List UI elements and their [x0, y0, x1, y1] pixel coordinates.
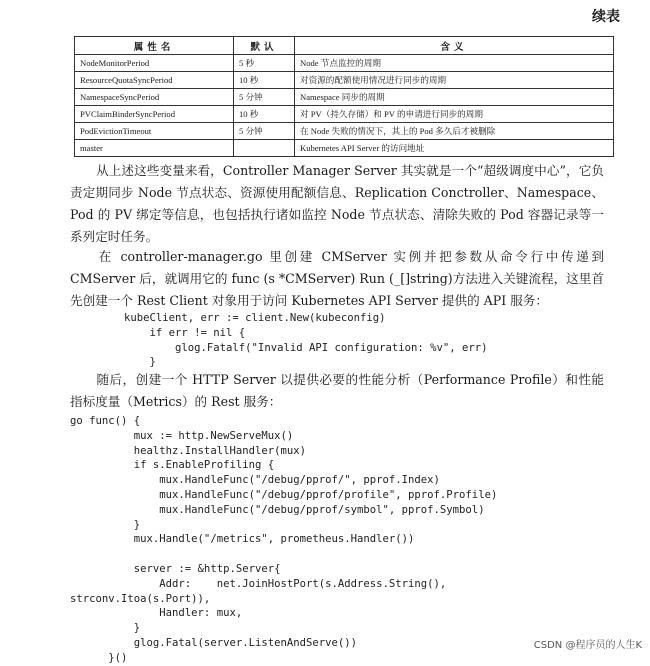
- table-cell: 10 秒: [234, 72, 295, 89]
- table-row: [75, 55, 614, 72]
- table-cell: Kubernetes API Server 的访问地址: [295, 140, 614, 157]
- table-row: [75, 106, 614, 123]
- table-cell: 10 秒: [234, 106, 295, 123]
- table-row: [75, 140, 614, 157]
- table-cell: NamespaceSyncPeriod: [75, 89, 234, 106]
- table-cell: Namespace 同步的周期: [295, 89, 614, 106]
- table-cell: 5 秒: [234, 55, 295, 72]
- table-cell: PVClaimBinderSyncPeriod: [75, 106, 234, 123]
- paragraph: [70, 246, 604, 312]
- parameter-table: [74, 36, 614, 157]
- table-header-row: [75, 37, 614, 55]
- paragraph: [70, 160, 604, 248]
- table-cell: [234, 140, 295, 157]
- column-header: 含义: [295, 37, 614, 55]
- paragraph-text: 从上述这些变量来看，Controller Manager Server 其实就是一个“超级调度中心”，它负责定期同步 Node 节点状态、资源使用配额信息、Replication Conctroller、Namespace、Pod 的 PV 绑定等信息，也包括执行诸如监控 Node 节点状态、清除失败的 Pod 容器记录等一系列定时任务。: [70, 163, 604, 244]
- table-cell: 5 分钟: [234, 89, 295, 106]
- table-cell: 在 Node 失败的情况下，其上的 Pod 多久后才被删除: [295, 123, 614, 140]
- table-cell: PodEvictionTimeout: [75, 123, 234, 140]
- column-header: 属性名: [75, 37, 234, 55]
- column-header: 默认: [234, 37, 295, 55]
- table-cell: ResourceQuotaSyncPeriod: [75, 72, 234, 89]
- table-cell: 对 PV（持久存储）和 PV 的申请进行同步的周期: [295, 106, 614, 123]
- table-row: [75, 123, 614, 140]
- paragraph: [70, 369, 604, 413]
- code-block: kubeClient, err := client.New(kubeconfig) if err != nil { glog.Fatalf("Invalid API configuration: %v", err) }: [124, 312, 488, 369]
- table-cell: NodeMonitorPeriod: [75, 55, 234, 72]
- code-block: go func() { mux := http.NewServeMux() healthz.InstallHandler(mux) if s.EnableProfiling { mux.HandleFunc("/debug/pprof/", pprof.Index) mux.HandleFunc("/debug/pprof/profile", pprof.Profile) mux.HandleFunc("/debug/pprof/symbol", pprof.Symbol) } mux.Handle("/metrics", prometheus.Handler()) server := &http.Server{ Addr: net.JoinHostPort(s.Address.String(), strconv.Itoa(s.Port)), Handler: mux, } glog.Fatal(server.ListenAndServe()) }(): [70, 415, 498, 664]
- table-cell: master: [75, 140, 234, 157]
- continued-label: 续表: [592, 9, 620, 25]
- table-cell: Node 节点监控的周期: [295, 55, 614, 72]
- paragraph-text: 随后，创建一个 HTTP Server 以提供必要的性能分析（Performance Profile）和性能指标度量（Metrics）的 Rest 服务：: [70, 372, 604, 409]
- table-row: [75, 89, 614, 106]
- table-cell: 5 分钟: [234, 123, 295, 140]
- table-cell: 对资源的配额使用情况进行同步的周期: [295, 72, 614, 89]
- paragraph-text: 在 controller-manager.go 里创建 CMServer 实例并把参数从命令行中传递到 CMServer 后，就调用它的 func (s *CMServer) Run (_[]string)方法进入关键流程，这里首先创建一个 Rest Client 对象用于访问 Kubernetes API Server 提供的 API 服务：: [70, 249, 604, 308]
- table-row: [75, 72, 614, 89]
- watermark: CSDN @程序员的人生K: [533, 640, 642, 651]
